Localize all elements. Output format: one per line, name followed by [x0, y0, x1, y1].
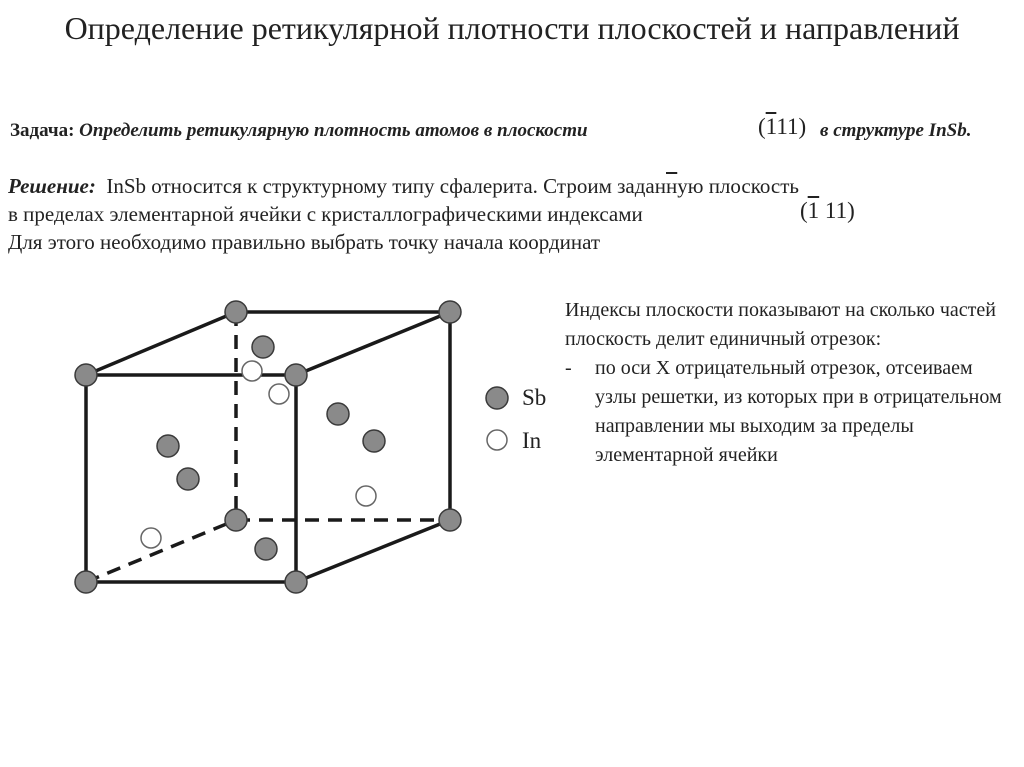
sb-atom [225, 509, 247, 531]
solution-text: Решение: InSb относится к структурному типу сфалерита. Строим заданную плоскость в пределах элементарной ячейки с кристаллографическими индексами Для этого необходимо правильно выбрать точку начала координат [8, 174, 799, 254]
explanation-intro: Индексы плоскости показывают на сколько частей плоскость делит единичный отрезок: [565, 299, 996, 350]
sb-atom [225, 301, 247, 323]
solution-line-3: Для этого необходимо правильно выбрать точку начала координат [8, 230, 601, 254]
sb-atom [439, 509, 461, 531]
task-body: Определить ретикулярную плотность атомов в плоскости [79, 120, 588, 141]
task-miller-index: (111) [758, 114, 807, 139]
sb-atoms [75, 301, 461, 593]
bullet-marker: - [565, 357, 572, 379]
edge-top-right [296, 312, 450, 375]
explanation-bullet [565, 354, 1015, 470]
sb-atom [285, 571, 307, 593]
legend-sb-label: Sb [522, 385, 547, 410]
task-label: Задача: [10, 120, 75, 141]
in-atom [242, 361, 262, 381]
miller-h: 1 [765, 114, 777, 139]
sb-atom [255, 538, 277, 560]
edge-bottom-right [296, 520, 450, 582]
sb-atom [75, 364, 97, 386]
explanation-block [565, 296, 1015, 470]
edge-top-left [86, 312, 236, 375]
task-tail: в структуре InSb. [820, 120, 972, 141]
sb-atom [252, 336, 274, 358]
unit-cell-diagram [60, 285, 560, 605]
sb-atom [327, 403, 349, 425]
legend [486, 385, 546, 453]
solution-line-2: в пределах элементарной ячейки с кристаллографическими индексами [8, 202, 643, 226]
in-atom [269, 384, 289, 404]
miller-k: 1 [776, 114, 787, 139]
in-atom [141, 528, 161, 548]
legend-in-label: In [522, 428, 542, 453]
sb-atom [439, 301, 461, 323]
solution-label: Решение: [8, 174, 96, 198]
legend-sb-swatch [486, 387, 508, 409]
slide-title: Определение ретикулярной плотности плоскостей и направлений [64, 10, 960, 46]
legend-in-swatch [487, 430, 507, 450]
sb-atom [75, 571, 97, 593]
solution-miller-index: (1 11) [800, 198, 855, 223]
in-atom [356, 486, 376, 506]
sb-atom [285, 364, 307, 386]
miller-l: 1 [786, 114, 799, 139]
sb-atom [363, 430, 385, 452]
bullet-text: по оси X отрицательный отрезок, отсеиваем узлы решетки, из которых при в отрицательном направлении мы выходим за пределы элементарной ячейки [595, 357, 1002, 466]
edge-hidden-bottom-left [86, 520, 236, 582]
sb-atom [177, 468, 199, 490]
sb-atom [157, 435, 179, 457]
